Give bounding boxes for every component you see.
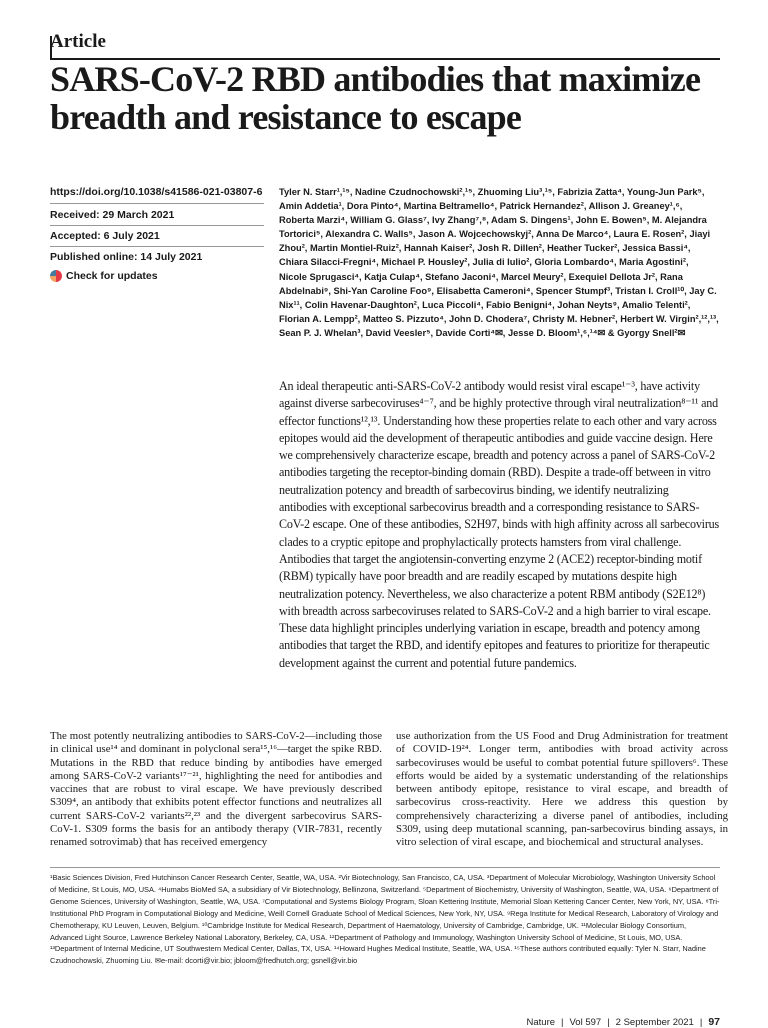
check-updates-button[interactable] xyxy=(50,270,158,282)
doi-link[interactable]: https://doi.org/10.1038/s41586-021-03807-6 xyxy=(50,186,263,198)
footer-separator: | xyxy=(699,1017,703,1028)
footer-volume: Vol 597 xyxy=(569,1017,602,1028)
affiliations-divider xyxy=(50,867,720,868)
abstract: An ideal therapeutic anti-SARS-CoV-2 antibody would resist viral escape¹⁻³, have activity against diverse sarbecoviruses⁴⁻⁷, and be highly protective through viral neutralization⁸⁻¹¹ and effector functions¹²,¹³. Understanding how these properties relate to each other and vary across epitopes would aid the development of therapeutic antibodies and guide vaccine design. Here we comprehensively characterize escape, breadth and potency across a panel of SARS-CoV-2 antibodies targeting the receptor-binding domain (RBD). Despite a trade-off between in vitro neutralization potency and breadth of sarbecovirus binding, we identify neutralizing antibodies with exceptional sarbecovirus breadth and a corresponding resistance to SARS-CoV-2 escape. One of these antibodies, S2H97, binds with high affinity across all sarbecovirus clades to a cryptic epitope and prophylactically protects hamsters from viral challenge. Antibodies that target the angiotensin-converting enzyme 2 (ACE2) receptor-binding motif (RBM) typically have poor breadth and are readily escaped by mutations despite high neutralization potency. Nevertheless, we also characterize a potent RBM antibody (S2E12⁸) with breadth across sarbecoviruses related to SARS-CoV-2 and a high barrier to viral escape. These data highlight principles underlying variation in escape, breadth and potency among antibodies that target the RBD, and identify epitopes and features to prioritize for therapeutic development against the current and potential future pandemics. xyxy=(279,379,720,670)
published-date: Published online: 14 July 2021 xyxy=(50,251,203,263)
page-number: 97 xyxy=(708,1016,720,1028)
article-title: SARS-CoV-2 RBD antibodies that maximize breadth and resistance to escape xyxy=(50,59,701,137)
affiliations: ¹Basic Sciences Division, Fred Hutchinson Cancer Research Center, Seattle, WA, USA. ²Vir Biotechnology, San Francisco, CA, USA. ³Department of Molecular Microbiology, Washington University School of Medicine, St Louis, MO, USA. ⁴Humabs BioMed SA, a subsidiary of Vir Biotechnology, Bellinzona, Switzerland. ⁵Department of Biochemistry, University of Washington, Seattle, WA, USA. ⁶Department of Genome Sciences, University of Washington, Seattle, WA, USA. ⁷Computational and Systems Biology Program, Sloan Kettering Institute, Memorial Sloan Kettering Cancer Center, New York, NY, USA. ⁸Tri-Institutional PhD Program in Computational Biology and Medicine, Weill Cornell Graduate School of Medical Sciences, New York, NY, USA. ⁹Rega Institute for Medical Research, Laboratory of Virology and Chemotherapy, KU Leuven, Leuven, Belgium. ¹⁰Cambridge Institute for Medical Research, Department of Haematology, University of Cambridge, Cambridge, UK. ¹¹Molecular Biology Consortium, Advanced Light Source, Lawrence Berkeley National Laboratory, Berkeley, CA, USA. ¹²Department of Pathology and Immunology, Washington University School of Medicine, St Louis, MO, USA. ¹³Department of Internal Medicine, UT Southwestern Medical Center, Dallas, TX, USA. ¹⁴Howard Hughes Medical Institute, Seattle, WA, USA. ¹⁵These authors contributed equally: Tyler N. Starr, Nadine Czudnochowski, Zhuoming Liu. ✉e-mail: dcorti@vir.bio; jbloom@fredhutch.org; gsnell@vir.bio xyxy=(50,873,720,966)
check-updates-icon xyxy=(50,270,62,282)
footer-date: 2 September 2021 xyxy=(615,1017,694,1028)
body-text-right-column: use authorization from the US Food and Drug Administration for treatment of COVID-19²⁴. Longer term, antibodies with broad activity across sarbecoviruses would be useful to combat potential future spillovers⁶. These efforts would be aided by a systematic understanding of the relationships between antibody epitope, resistance to viral escape, and breadth of sarbecovirus cross-reactivity. Here we address this question by comprehensively characterizing a diverse panel of antibodies, including S309, using deep mutational scanning, pan-sarbecovirus binding assays, in vitro selection of viral escape, and biochemical and structural analyses. xyxy=(396,730,728,849)
meta-divider xyxy=(50,246,264,247)
meta-divider xyxy=(50,203,264,204)
footer-separator: | xyxy=(607,1017,610,1028)
footer-separator: | xyxy=(561,1017,564,1028)
footer-journal: Nature xyxy=(526,1017,556,1028)
accepted-date: Accepted: 6 July 2021 xyxy=(50,230,160,242)
check-updates-label: Check for updates xyxy=(66,270,158,282)
body-text-left-column: The most potently neutralizing antibodies to SARS-CoV-2—including those in clinical use¹⁴ and dominant in polyclonal sera¹⁵,¹⁶—target the spike RBD. Mutations in the RBD that reduce binding by antibodies have emerged among SARS-CoV-2 variants¹⁷⁻²¹, highlighting the need for antibodies and vaccines that are robust to viral escape. We have previously described S309⁴, an antibody that exhibits potent effector functions and neutralizes all current SARS-CoV-2 variants²²,²³ and the divergent sarbecovirus SARS-CoV-1. S309 forms the basis for an antibody therapy (VIR-7831, recently renamed sotrovimab) that has received emergency xyxy=(50,730,382,849)
page-footer xyxy=(527,1016,720,1028)
author-list: Tyler N. Starr¹,¹⁵, Nadine Czudnochowski²,¹⁵, Zhuoming Liu³,¹⁵, Fabrizia Zatta⁴, Young-Jun Park⁵, Amin Addetia¹, Dora Pinto⁴, Martina Beltramello⁴, Patrick Hernandez², Allison J. Greaney¹,⁶, Roberta Marzi⁴, William G. Glass⁷, Ivy Zhang⁷,⁸, Adam S. Dingens¹, John E. Bowen⁵, M. Alejandra Tortorici⁵, Alexandra C. Walls⁵, Jason A. Wojcechowskyj², Anna De Marco⁴, Laura E. Rosen², Jiayi Zhou², Martin Montiel-Ruiz², Hannah Kaiser², Josh R. Dillen², Heather Tucker², Jessica Bassi⁴, Chiara Silacci-Fregni⁴, Michael P. Housley², Julia di Iulio², Gloria Lombardo⁴, Maria Agostini², Nicole Sprugasci⁴, Katja Culap⁴, Stefano Jaconi⁴, Marcel Meury², Exequiel Dellota Jr², Rana Abdelnabi⁹, Shi-Yan Caroline Foo⁹, Elisabetta Cameroni⁴, Spencer Stumpf³, Tristan I. Croll¹⁰, Jay C. Nix¹¹, Colin Havenar-Daughton², Luca Piccoli⁴, Fabio Benigni⁴, Johan Neyts⁹, Amalio Telenti², Florian A. Lempp², Matteo S. Pizzuto⁴, John D. Chodera⁷, Christy M. Hebner², Herbert W. Virgin²,¹²,¹³, Sean P. J. Whelan³, David Veesler⁵, Davide Corti⁴✉, Jesse D. Bloom¹,⁶,¹⁴✉ & Gyorgy Snell²✉ xyxy=(279,187,719,338)
article-label: Article xyxy=(50,31,106,52)
received-date: Received: 29 March 2021 xyxy=(50,209,175,221)
meta-divider xyxy=(50,225,264,226)
